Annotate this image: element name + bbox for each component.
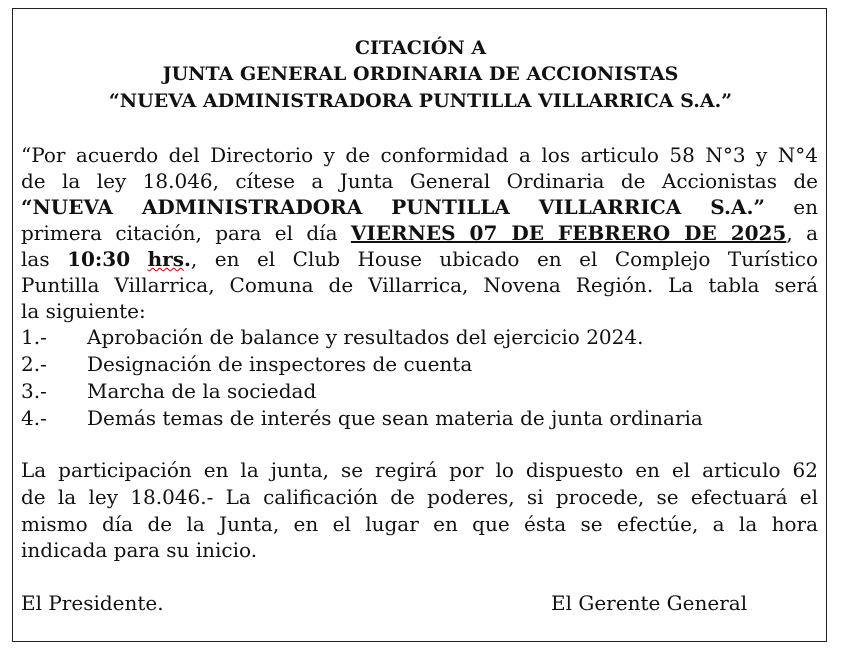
agenda-number-4: 4.- bbox=[21, 406, 47, 430]
participation-line-1: La participación en la junta, se regirá por lo dispuesto en el articulo 62 bbox=[21, 458, 818, 482]
body-line-6: Puntilla Villarrica, Comuna de Villarrica, Novena Región. La tabla será bbox=[21, 273, 818, 297]
body-line-3 bbox=[21, 194, 818, 220]
body-line-4 bbox=[21, 220, 818, 246]
agenda-item-2: Designación de inspectores de cuenta bbox=[87, 352, 473, 376]
agenda-number-1: 1.- bbox=[21, 325, 47, 349]
company-name: “NUEVA ADMINISTRADORA PUNTILLA VILLARRICA S.A.” bbox=[21, 195, 765, 219]
body-line-5-start: las bbox=[21, 247, 50, 271]
body-line-1: “Por acuerdo del Directorio y de conformidad a los articulo 58 N°3 y N°4 bbox=[21, 143, 818, 167]
time-unit: hrs bbox=[147, 247, 184, 271]
participation-line-3: mismo día de la Junta, en el lugar en que ésta se efectúe, a la hora bbox=[21, 512, 818, 536]
agenda-item-3: Marcha de la sociedad bbox=[87, 379, 317, 403]
meeting-title: JUNTA GENERAL ORDINARIA DE ACCIONISTAS bbox=[162, 63, 679, 85]
body-line-3-end: en bbox=[793, 195, 818, 219]
agenda-number-2: 2.- bbox=[21, 352, 47, 376]
signature-president: El Presidente. bbox=[21, 591, 164, 615]
body-line-4-end: , a bbox=[786, 221, 819, 245]
agenda-item-4: Demás temas de interés que sean materia de junta ordinaria bbox=[87, 406, 703, 430]
signature-general-manager: El Gerente General bbox=[551, 591, 748, 615]
company-title: “NUEVA ADMINISTRADORA PUNTILLA VILLARRICA S.A.” bbox=[108, 90, 733, 112]
agenda-item-1: Aprobación de balance y resultados del ejercicio 2024. bbox=[87, 325, 644, 349]
notice-title: CITACIÓN A bbox=[354, 37, 487, 59]
participation-line-2: de la ley 18.046.- La calificación de poderes, si procede, se efectuará el bbox=[21, 485, 818, 509]
body-line-7: la siguiente: bbox=[21, 299, 146, 323]
agenda-number-3: 3.- bbox=[21, 379, 47, 403]
meeting-time: 10:30 bbox=[67, 247, 131, 271]
body-line-4-start: primera citación, para el día bbox=[21, 221, 338, 245]
body-line-2: de la ley 18.046, cítese a Junta General Ordinaria de Accionistas de bbox=[21, 169, 818, 193]
body-line-5-end: , en el Club House ubicado en el Complejo Turístico bbox=[190, 247, 819, 271]
body-line-5 bbox=[21, 246, 818, 272]
time-unit-dot: . bbox=[183, 247, 191, 271]
meeting-date: VIERNES 07 DE FEBRERO DE 2025 bbox=[350, 221, 787, 245]
participation-line-4: indicada para su inicio. bbox=[21, 538, 258, 562]
